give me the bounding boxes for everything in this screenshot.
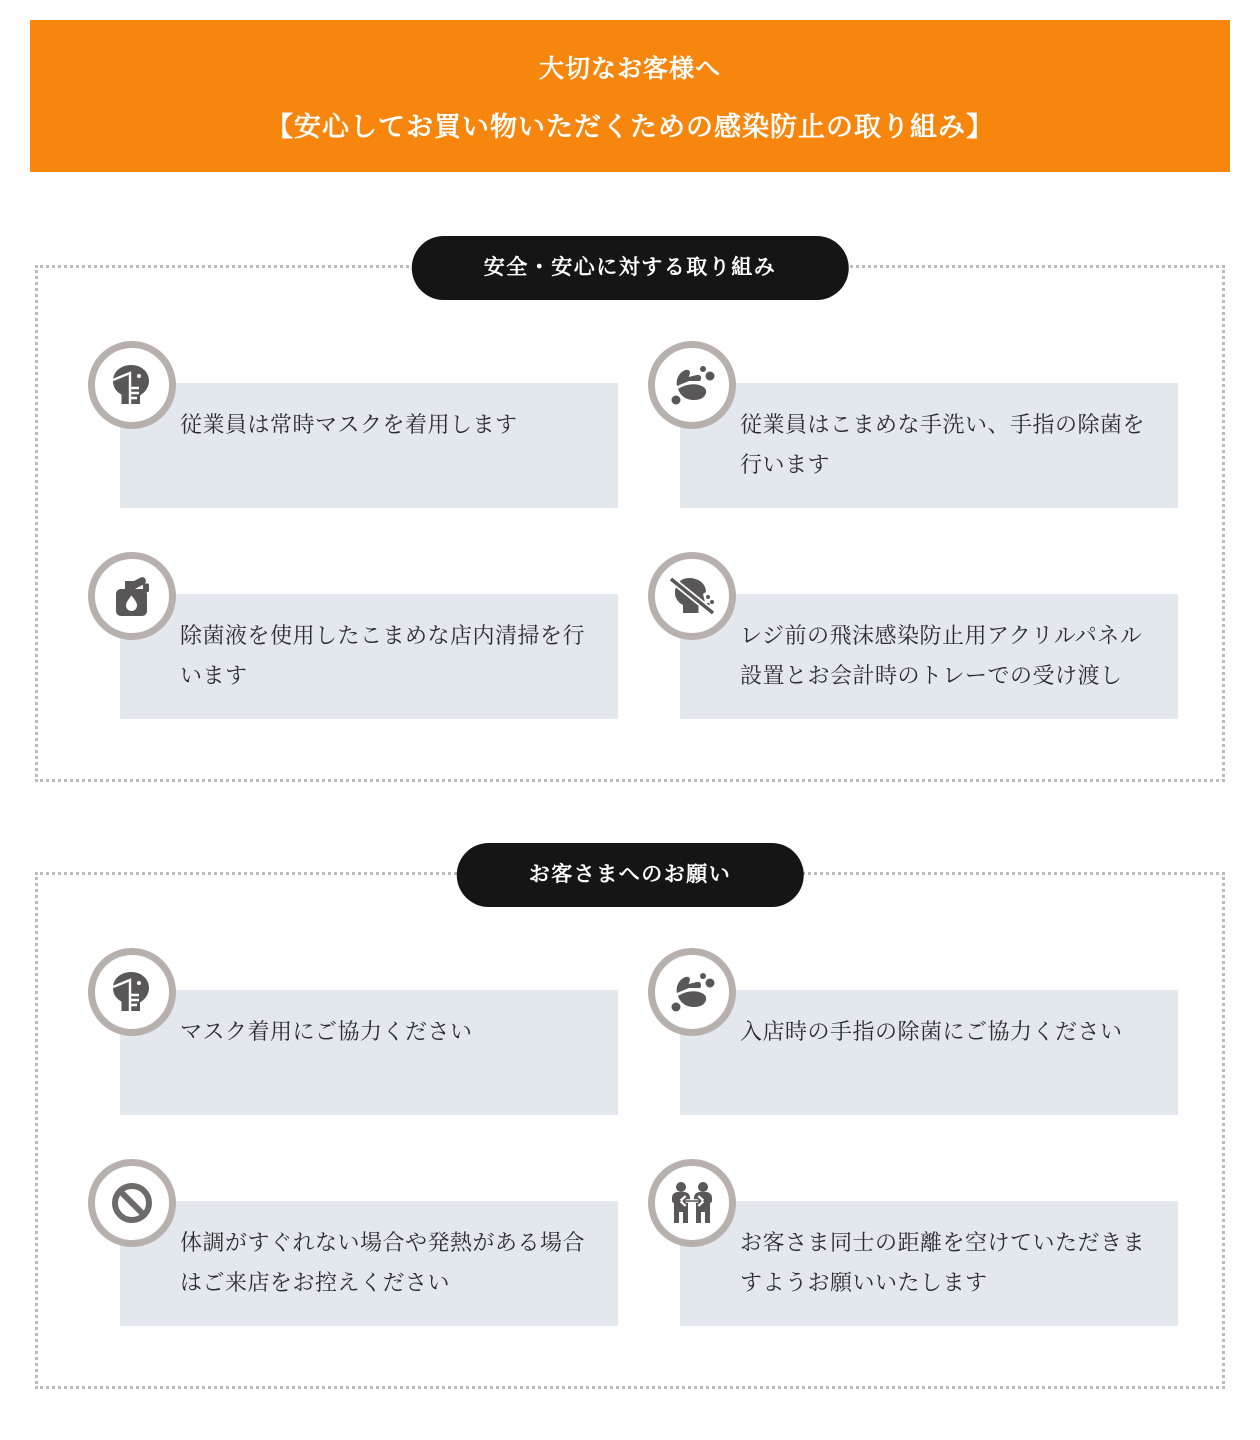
sanitizer-bottle-icon bbox=[88, 552, 176, 640]
social-distance-icon bbox=[648, 1159, 736, 1247]
section-title-pill: お客さまへのお願い bbox=[457, 843, 804, 907]
list-item bbox=[82, 552, 618, 719]
section-customer-requests bbox=[35, 863, 1225, 1389]
hand-wash-icon bbox=[648, 341, 736, 429]
item-text: お客さま同士の距離を空けていただきますようお願いいたします bbox=[680, 1201, 1178, 1326]
section-safety-measures bbox=[35, 256, 1225, 782]
prohibition-icon bbox=[88, 1159, 176, 1247]
item-text: 体調がすぐれない場合や発熱がある場合はご来店をお控えください bbox=[120, 1201, 618, 1326]
list-item bbox=[642, 948, 1178, 1115]
item-text: 従業員は常時マスクを着用します bbox=[120, 383, 618, 508]
item-text: マスク着用にご協力ください bbox=[120, 990, 618, 1115]
header-line-1: 大切なお客様へ bbox=[538, 54, 721, 83]
mask-face-icon bbox=[88, 948, 176, 1036]
item-text: レジ前の飛沫感染防止用アクリルパネル設置とお会計時のトレーでの受け渡し bbox=[680, 594, 1178, 719]
item-text: 従業員はこまめな手洗い、手指の除菌を行います bbox=[680, 383, 1178, 508]
list-item bbox=[82, 341, 618, 508]
hand-wash-icon bbox=[648, 948, 736, 1036]
no-droplet-icon bbox=[648, 552, 736, 640]
header-banner bbox=[30, 20, 1230, 172]
notice-page bbox=[0, 20, 1260, 1389]
list-item bbox=[642, 1159, 1178, 1326]
list-item bbox=[642, 341, 1178, 508]
item-text: 入店時の手指の除菌にご協力ください bbox=[680, 990, 1178, 1115]
mask-face-icon bbox=[88, 341, 176, 429]
section-title-pill: 安全・安心に対する取り組み bbox=[412, 236, 849, 300]
list-item bbox=[642, 552, 1178, 719]
list-item bbox=[82, 948, 618, 1115]
list-item bbox=[82, 1159, 618, 1326]
header-line-2: 【安心してお買い物いただくための感染防止の取り組み】 bbox=[266, 111, 994, 142]
section-items bbox=[82, 948, 1178, 1326]
item-text: 除菌液を使用したこまめな店内清掃を行います bbox=[120, 594, 618, 719]
section-items bbox=[82, 341, 1178, 719]
